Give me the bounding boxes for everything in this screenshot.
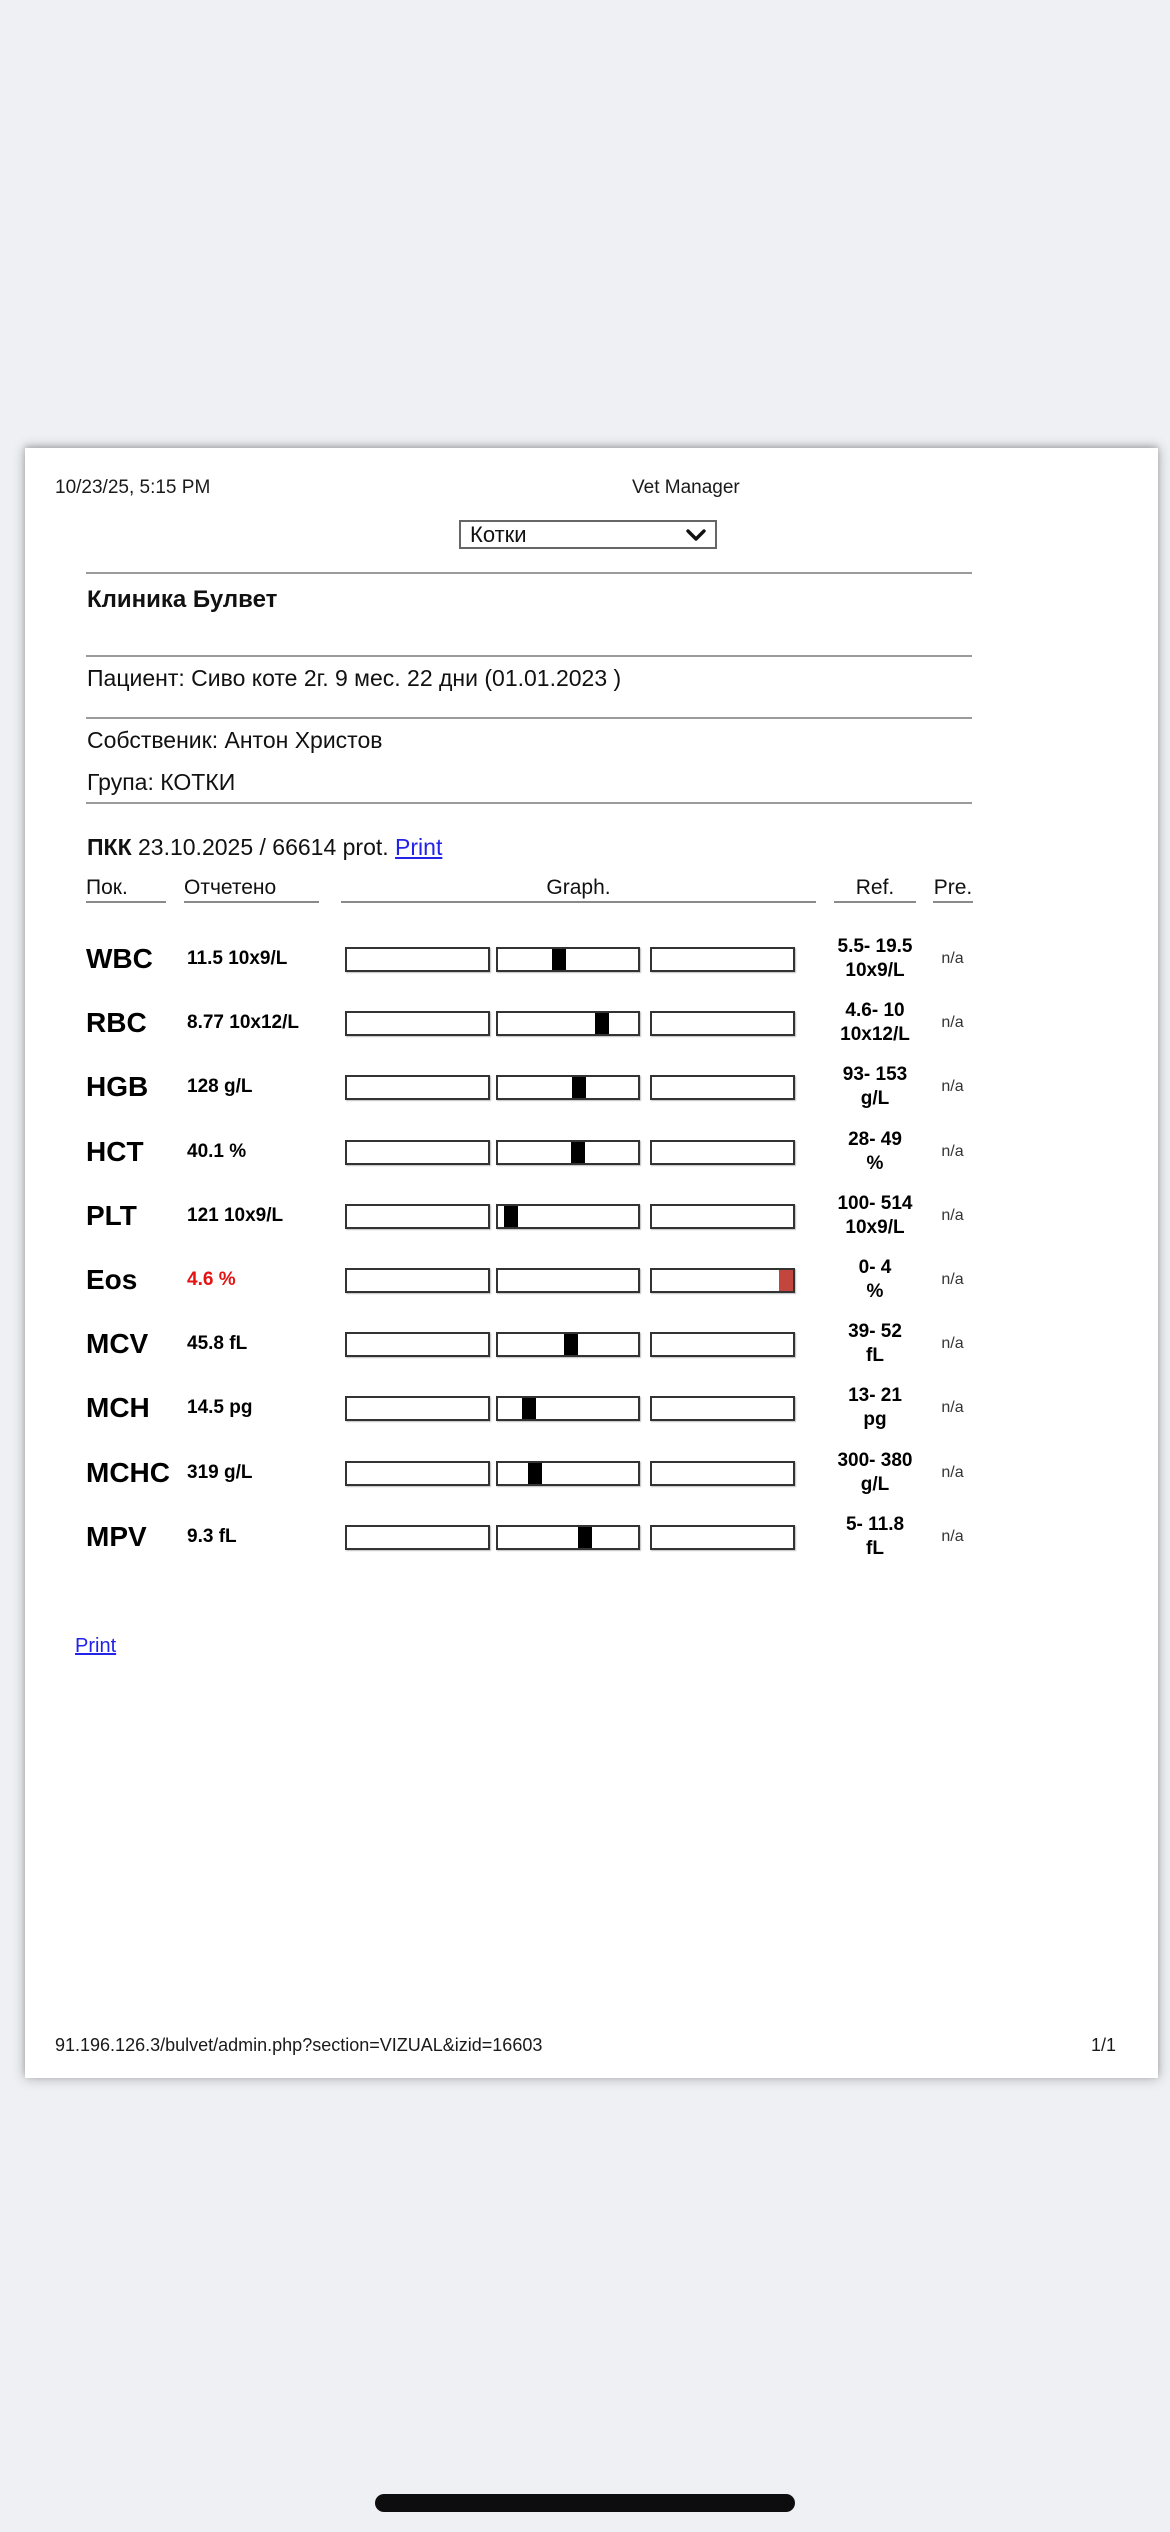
result-value: 40.1 % (187, 1141, 247, 1162)
report-title-line (87, 832, 442, 862)
table-row (25, 1120, 1158, 1184)
ref-range-unit: % (866, 1153, 884, 1174)
ref-range-values: 100- 514 (837, 1193, 913, 1214)
pre-value: n/a (941, 1014, 964, 1031)
print-footer-url: 91.196.126.3/bulvet/admin.php?section=VIZUAL&izid=16603 (55, 2035, 543, 2055)
graph-box-low (345, 1525, 490, 1550)
param-name: MCV (86, 1328, 149, 1359)
col-header-pre: Pre. (933, 873, 973, 903)
col-header-result: Отчетено (184, 873, 319, 903)
table-row (25, 991, 1158, 1055)
ref-range-values: 93- 153 (842, 1064, 908, 1085)
graph-box-low (345, 1140, 490, 1165)
param-name: MCHC (86, 1457, 170, 1488)
result-value: 128 g/L (187, 1076, 253, 1097)
graph-box-normal (496, 1525, 640, 1550)
pre-value: n/a (941, 1143, 964, 1160)
graph-box-normal (496, 1396, 640, 1421)
result-value: 319 g/L (187, 1462, 253, 1483)
ref-range-unit: fL (866, 1538, 884, 1559)
graph-box-high (650, 1140, 795, 1165)
graph-box-low (345, 947, 490, 972)
param-name: RBC (86, 1007, 147, 1038)
graph-box-high (650, 1396, 795, 1421)
graph-box-low (345, 1396, 490, 1421)
graph-box-low (345, 1011, 490, 1036)
ref-range-values: 39- 52 (848, 1321, 902, 1342)
graph-box-high (650, 1268, 795, 1293)
ref-range (815, 1513, 935, 1561)
ref-range-unit: g/L (860, 1474, 890, 1495)
value-marker (595, 1013, 609, 1034)
ref-range-unit: 10x12/L (840, 1024, 910, 1045)
graph-box-normal (496, 1075, 640, 1100)
col-header-param: Пок. (86, 873, 166, 903)
param-name: PLT (86, 1200, 137, 1231)
result-value: 4.6 % (187, 1269, 236, 1290)
graph-box-normal (496, 1332, 640, 1357)
ref-range-values: 0- 4 (858, 1257, 892, 1278)
print-preview-page (25, 448, 1158, 2078)
ref-range-values: 13- 21 (848, 1385, 902, 1406)
graph-box-high (650, 1461, 795, 1486)
param-name: Eos (86, 1264, 138, 1295)
value-marker (572, 1077, 586, 1098)
ref-range-values: 4.6- 10 (845, 1000, 905, 1021)
ref-range-unit: pg (863, 1409, 887, 1430)
species-select-value: Котки (470, 521, 527, 547)
result-value: 14.5 pg (187, 1397, 253, 1418)
report-test-name: ПКК (87, 834, 132, 860)
table-row (25, 1248, 1158, 1312)
divider (86, 802, 972, 804)
value-marker (779, 1270, 793, 1291)
table-row (25, 1376, 1158, 1440)
graph-box-high (650, 947, 795, 972)
group-line: Група: КОТКИ (87, 769, 236, 795)
value-marker (528, 1463, 542, 1484)
result-value: 11.5 10x9/L (187, 948, 288, 969)
ref-range (815, 1384, 935, 1432)
graph-box-high (650, 1011, 795, 1036)
patient-line: Пациент: Сиво коте 2г. 9 мес. 22 дни (01.01.2023 ) (87, 665, 622, 691)
pre-value: n/a (941, 1528, 964, 1545)
graph-box-low (345, 1204, 490, 1229)
divider (86, 717, 972, 719)
param-name: WBC (86, 943, 153, 974)
ref-range-unit: 10x9/L (845, 1217, 905, 1238)
table-row (25, 927, 1158, 991)
chevron-down-icon (685, 527, 707, 543)
graph-box-high (650, 1204, 795, 1229)
ref-range (815, 935, 935, 983)
graph-box-normal (496, 947, 640, 972)
print-header-title: Vet Manager (632, 477, 740, 498)
ref-range (815, 1192, 935, 1240)
ref-range (815, 1449, 935, 1497)
ref-range-values: 28- 49 (848, 1129, 902, 1150)
pre-value: n/a (941, 1464, 964, 1481)
pre-value: n/a (941, 1207, 964, 1224)
ref-range (815, 1063, 935, 1111)
ref-range (815, 1128, 935, 1176)
table-row (25, 1505, 1158, 1569)
ref-range (815, 999, 935, 1047)
home-indicator[interactable] (375, 2494, 795, 2512)
value-marker (552, 949, 566, 970)
ref-range-values: 5- 11.8 (845, 1514, 905, 1535)
pre-value: n/a (941, 1335, 964, 1352)
ref-range-unit: g/L (860, 1088, 890, 1109)
pre-value: n/a (941, 1271, 964, 1288)
graph-box-normal (496, 1461, 640, 1486)
print-footer-pagenum: 1/1 (1090, 2035, 1116, 2055)
value-marker (564, 1334, 578, 1355)
graph-box-low (345, 1461, 490, 1486)
col-header-graph: Graph. (341, 873, 816, 903)
pre-value: n/a (941, 1078, 964, 1095)
ref-range (815, 1320, 935, 1368)
graph-box-high (650, 1332, 795, 1357)
graph-box-low (345, 1075, 490, 1100)
graph-box-low (345, 1332, 490, 1357)
value-marker (571, 1142, 585, 1163)
report-meta: 23.10.2025 / 66614 prot. (131, 834, 396, 860)
graph-box-normal (496, 1204, 640, 1229)
clinic-name: Клиника Булвет (87, 586, 278, 613)
ref-range-unit: fL (866, 1345, 884, 1366)
param-name: MCH (86, 1392, 150, 1423)
print-header-datetime: 10/23/25, 5:15 PM (55, 477, 211, 498)
graph-box-high (650, 1525, 795, 1550)
ref-range-unit: 10x9/L (845, 960, 905, 981)
print-bottom-link[interactable]: Print (75, 1635, 117, 1657)
graph-box-normal (496, 1268, 640, 1293)
table-row (25, 1184, 1158, 1248)
owner-line: Собственик: Антон Христов (87, 727, 383, 753)
result-value: 45.8 fL (187, 1333, 248, 1354)
ref-range-values: 5.5- 19.5 (837, 936, 913, 957)
table-row (25, 1312, 1158, 1376)
graph-box-high (650, 1075, 795, 1100)
result-value: 8.77 10x12/L (187, 1012, 299, 1033)
result-value: 9.3 fL (187, 1526, 237, 1547)
pre-value: n/a (941, 950, 964, 967)
graph-box-low (345, 1268, 490, 1293)
report-print-link[interactable]: Print (395, 834, 443, 860)
graph-box-normal (496, 1011, 640, 1036)
ref-range-values: 300- 380 (837, 1450, 913, 1471)
divider (86, 572, 972, 574)
divider (86, 655, 972, 657)
param-name: HGB (86, 1071, 149, 1102)
param-name: HCT (86, 1136, 144, 1167)
graph-box-normal (496, 1140, 640, 1165)
table-row (25, 1441, 1158, 1505)
param-name: MPV (86, 1521, 147, 1552)
ref-range-unit: % (866, 1281, 884, 1302)
table-row (25, 1055, 1158, 1119)
value-marker (578, 1527, 592, 1548)
result-value: 121 10x9/L (187, 1205, 284, 1226)
species-select[interactable] (459, 520, 717, 549)
value-marker (504, 1206, 518, 1227)
value-marker (522, 1398, 536, 1419)
ref-range (815, 1256, 935, 1304)
pre-value: n/a (941, 1399, 964, 1416)
col-header-ref: Ref. (834, 873, 916, 903)
